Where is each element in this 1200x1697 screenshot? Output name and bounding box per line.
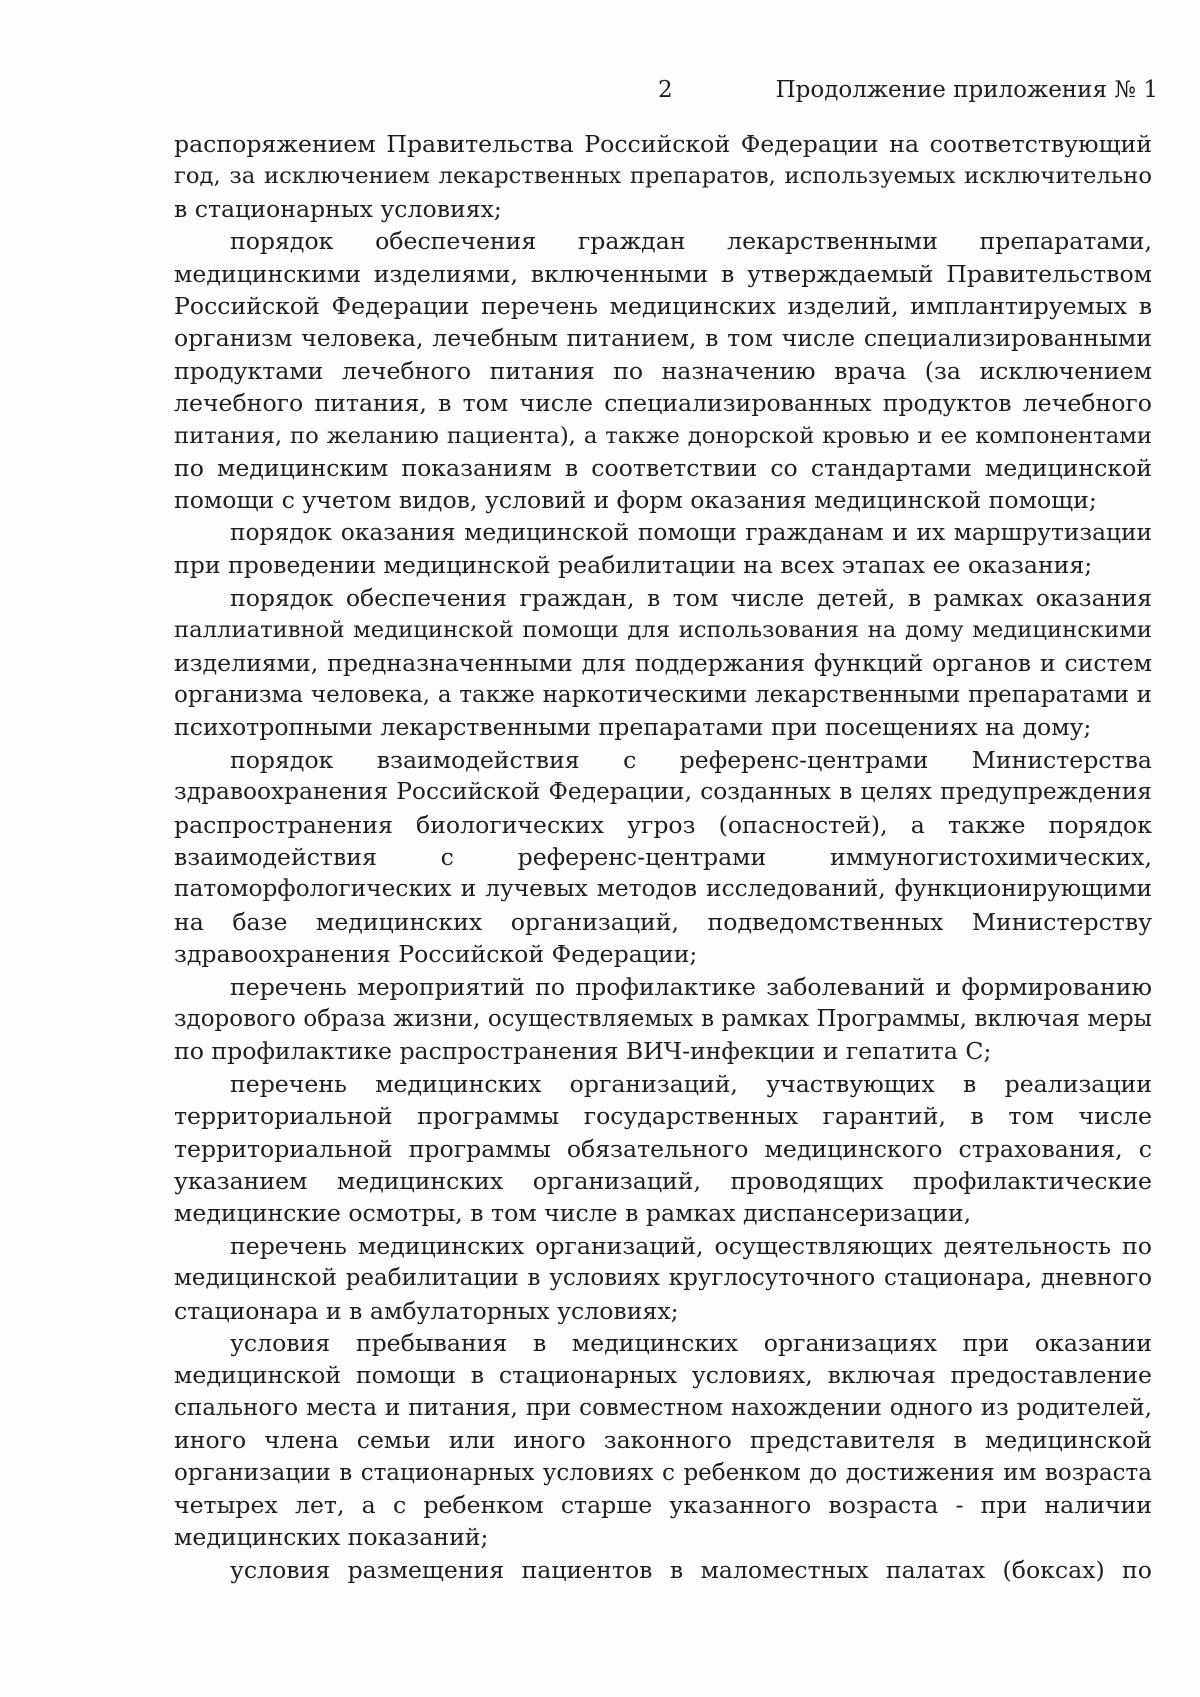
paragraph [174,128,1152,225]
text-line: продуктами лечебного питания по назначению врача (за исключением [174,356,1152,385]
text-line: при проведении медицинской реабилитации на всех этапах ее оказания; [174,551,1093,580]
text-line: изделиями, предназначенными для поддержания функций органов и систем [174,648,1152,677]
text-line: стационара и в амбулаторных условиях; [174,1296,679,1325]
text-line: порядок взаимодействия с референс-центрами Министерства [230,745,1152,774]
text-line: здорового образа жизни, осуществляемых в рамках Программы, включая меры [174,1005,1152,1032]
document-body [174,128,1152,1586]
paragraph [174,517,1152,582]
text-line: указанием медицинских организаций, проводящих профилактические [174,1167,1152,1195]
text-line: порядок обеспечения граждан, в том числе детей, в рамках оказания [230,583,1152,612]
paragraph [174,225,1152,517]
text-line: медицинскими изделиями, включенными в утверждаемый Правительством [174,259,1152,288]
text-line: распоряжением Правительства Российской Федерации на соответствующий [174,130,1152,158]
page-header [0,70,1200,110]
text-line: здравоохранения Российской Федерации; [174,940,698,969]
text-line: перечень медицинских организаций, осуществляющих деятельность по [230,1231,1152,1260]
text-line: медицинской реабилитации в условиях круглосуточного стационара, дневного [174,1265,1152,1292]
text-line: Российской Федерации перечень медицинских изделий, имплантируемых в [174,292,1152,321]
text-line: питания, по желанию пациента), а также донорской кровью и ее компонентами [174,422,1152,449]
text-line: иного члена семьи или иного законного представителя в медицинской [174,1426,1152,1455]
appendix-continuation-label: Продолжение приложения № 1 [775,77,1158,103]
text-line: медицинские осмотры, в том числе в рамках диспансеризации, [174,1199,972,1228]
text-line: психотропными лекарственными препаратами при посещениях на дому; [174,713,1092,742]
text-line: территориальной программы обязательного медицинского страхования, с [174,1134,1152,1163]
text-line: патоморфологических и лучевых методов исследований, функционирующими [174,875,1152,903]
text-line: перечень мероприятий по профилактике заболеваний и формированию [230,972,1152,1001]
text-line: территориальной программы государственных гарантий, в том числе [174,1102,1152,1131]
text-line: в стационарных условиях; [174,194,502,223]
text-line: организм человека, лечебным питанием, в том числе специализированными [174,324,1152,353]
text-line: распространения биологических угроз (опасностей), а также порядок [174,810,1152,839]
page-number: 2 [658,77,673,103]
text-line: перечень медицинских организаций, участвующих в реализации [230,1069,1152,1098]
paragraph [174,1068,1152,1230]
text-line: паллиативной медицинской помощи для использования на дому медицинскими [174,617,1152,644]
text-line: взаимодействия с референс-центрами иммуногистохимических, [174,842,1152,871]
text-line: помощи с учетом видов, условий и форм оказания медицинской помощи; [174,486,1097,515]
text-line: организации в стационарных условиях с ребенком до достижения им возраста [174,1459,1152,1486]
text-line: лечебного питания, в том числе специализированных продуктов лечебного [174,389,1152,418]
text-line: здравоохранения Российской Федерации, созданных в целях предупреждения [174,778,1152,806]
text-line: организма человека, а также наркотическими лекарственными препаратами и [174,681,1152,708]
text-line: по профилактике распространения ВИЧ-инфекции и гепатита С; [174,1037,992,1066]
paragraph [174,1554,1152,1586]
paragraph [174,582,1152,744]
text-line: порядок обеспечения граждан лекарственными препаратами, [230,227,1152,256]
paragraph [174,1230,1152,1327]
text-line: условия пребывания в медицинских организациях при оказании [230,1329,1152,1358]
paragraph [174,971,1152,1068]
text-line: на базе медицинских организаций, подведомственных Министерству [174,907,1152,936]
paragraph [174,1327,1152,1554]
paragraph [174,744,1152,971]
text-line: четырех лет, а с ребенком старше указанного возраста - при наличии [174,1491,1152,1520]
text-line: спального места и питания, при совместном нахождении одного из родителей, [174,1394,1152,1421]
text-line: порядок оказания медицинской помощи гражданам и их маршрутизации [230,518,1152,546]
text-line: условия размещения пациентов в маломестных палатах (боксах) по [230,1555,1152,1584]
text-line: год, за исключением лекарственных препаратов, используемых исключительно [174,163,1152,190]
text-line: по медицинским показаниям в соответствии со стандартами медицинской [174,454,1152,483]
text-line: медицинских показаний; [174,1523,489,1552]
text-line: медицинской помощи в стационарных условиях, включая предоставление [174,1361,1152,1390]
